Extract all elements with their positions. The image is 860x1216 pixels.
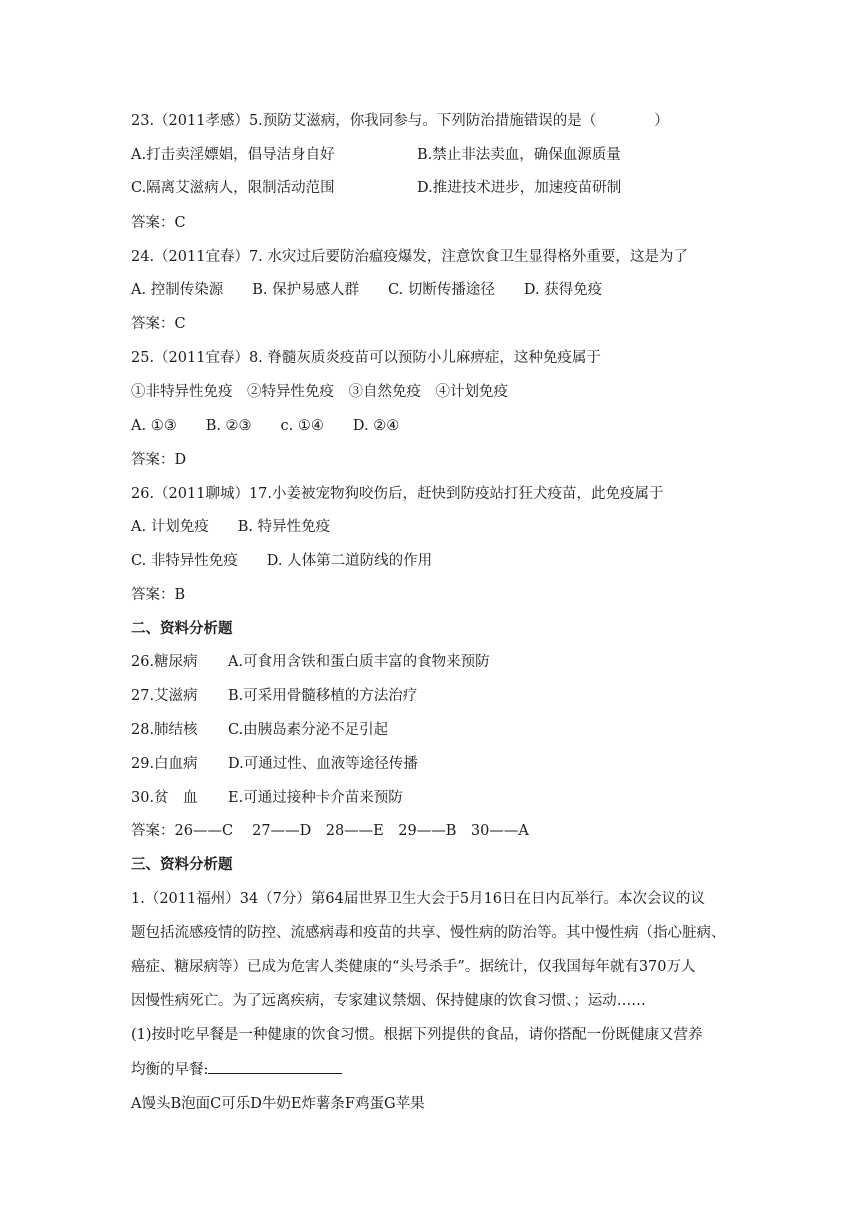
q23-option-d: D.推进技术进步，加速疫苗研制 — [417, 180, 622, 196]
match-disease: 26.糖尿病 — [131, 654, 198, 670]
match-description: B.可采用骨髓移植的方法治疗 — [228, 688, 418, 704]
match-description: D.可通过性、血液等途径传播 — [228, 756, 418, 772]
match-disease: 30.贫 血 — [131, 790, 198, 806]
match-disease: 28.肺结核 — [131, 722, 198, 738]
q23-option-c: C.隔离艾滋病人，限制活动范围 — [131, 180, 335, 196]
match-description: A.可食用含铁和蛋白质丰富的食物来预防 — [228, 654, 490, 670]
match-row — [131, 754, 631, 774]
q23-options-row2 — [131, 178, 731, 198]
q23-options-row1 — [131, 145, 731, 165]
q24-options: A. 控制传染源 B. 保护易感人群 C. 切断传播途径 D. 获得免疫 — [131, 282, 603, 298]
section3-paragraph-line: 题包括流感疫情的防控、流感病毒和疫苗的共享、慢性病的防治等。其中慢性病（指心脏病、 — [131, 925, 726, 941]
q25-answer: 答案：D — [131, 452, 187, 468]
q23-option-b: B.禁止非法卖血，确保血源质量 — [417, 147, 621, 163]
q26-answer: 答案：B — [131, 587, 186, 603]
section3-title: 三、资料分析题 — [131, 857, 233, 873]
match-row — [131, 652, 631, 672]
q25-options: A. ①③ B. ②③ c. ①④ D. ②④ — [131, 418, 400, 434]
q26-options-row2: C. 非特异性免疫 D. 人体第二道防线的作用 — [131, 553, 433, 569]
match-description: E.可通过接种卡介苗来预防 — [228, 790, 403, 806]
section3-paragraph-line: 癌症、糖尿病等）已成为危害人类健康的“头号杀手”。据统计，仅我国每年就有370万人 — [131, 959, 696, 975]
sub-question-1-prompt: 均衡的早餐: — [131, 1062, 209, 1078]
q23-option-a: A.打击卖淫嫖娼，倡导洁身自好 — [131, 147, 335, 163]
q24-answer: 答案：C — [131, 316, 186, 332]
section3-paragraph-line: 因慢性病死亡。为了远离疾病，专家建议禁烟、保持健康的饮食习惯、；运动…… — [131, 993, 646, 1009]
q26-stem: 26.（2011聊城）17.小姜被宠物狗咬伤后，赶快到防疫站打狂犬疫苗，此免疫属于 — [131, 486, 664, 502]
match-row — [131, 720, 631, 740]
sub-question-1: (1)按时吃早餐是一种健康的饮食习惯。根据下列提供的食品，请你搭配一份既健康又营养 — [131, 1027, 703, 1043]
section2-title: 二、资料分析题 — [131, 621, 233, 637]
q23-stem: 23.（2011孝感）5.预防艾滋病，你我同参与。下列防治措施错误的是（ ） — [131, 113, 669, 129]
match-row — [131, 788, 631, 808]
match-row — [131, 686, 631, 706]
answer-blank[interactable] — [208, 1059, 342, 1074]
q24-stem: 24.（2011宜春）7. 水灾过后要防治瘟疫爆发，注意饮食卫生显得格外重要，这是为了 — [131, 249, 688, 265]
match-disease: 29.白血病 — [131, 756, 198, 772]
q25-stem: 25.（2011宜春）8. 脊髓灰质炎疫苗可以预防小儿麻痹症，这种免疫属于 — [131, 350, 601, 366]
match-disease: 27.艾滋病 — [131, 688, 198, 704]
match-description: C.由胰岛素分泌不足引起 — [228, 722, 389, 738]
q23-answer: 答案：C — [131, 215, 186, 231]
q25-items: ①非特异性免疫 ②特异性免疫 ③自然免疫 ④计划免疫 — [131, 384, 508, 400]
section3-paragraph-line: 1.（2011福州）34（7分）第64届世界卫生大会于5月16日在日内瓦举行。本次会议的议 — [131, 891, 706, 907]
q26-options-row1: A. 计划免疫 B. 特异性免疫 — [131, 519, 331, 535]
sub-question-1-cont — [131, 1059, 342, 1080]
food-list: A馒头B泡面C可乐D牛奶E炸薯条F鸡蛋G苹果 — [131, 1096, 425, 1112]
section2-answer: 答案：26——C 27——D 28——E 29——B 30——A — [131, 823, 529, 839]
